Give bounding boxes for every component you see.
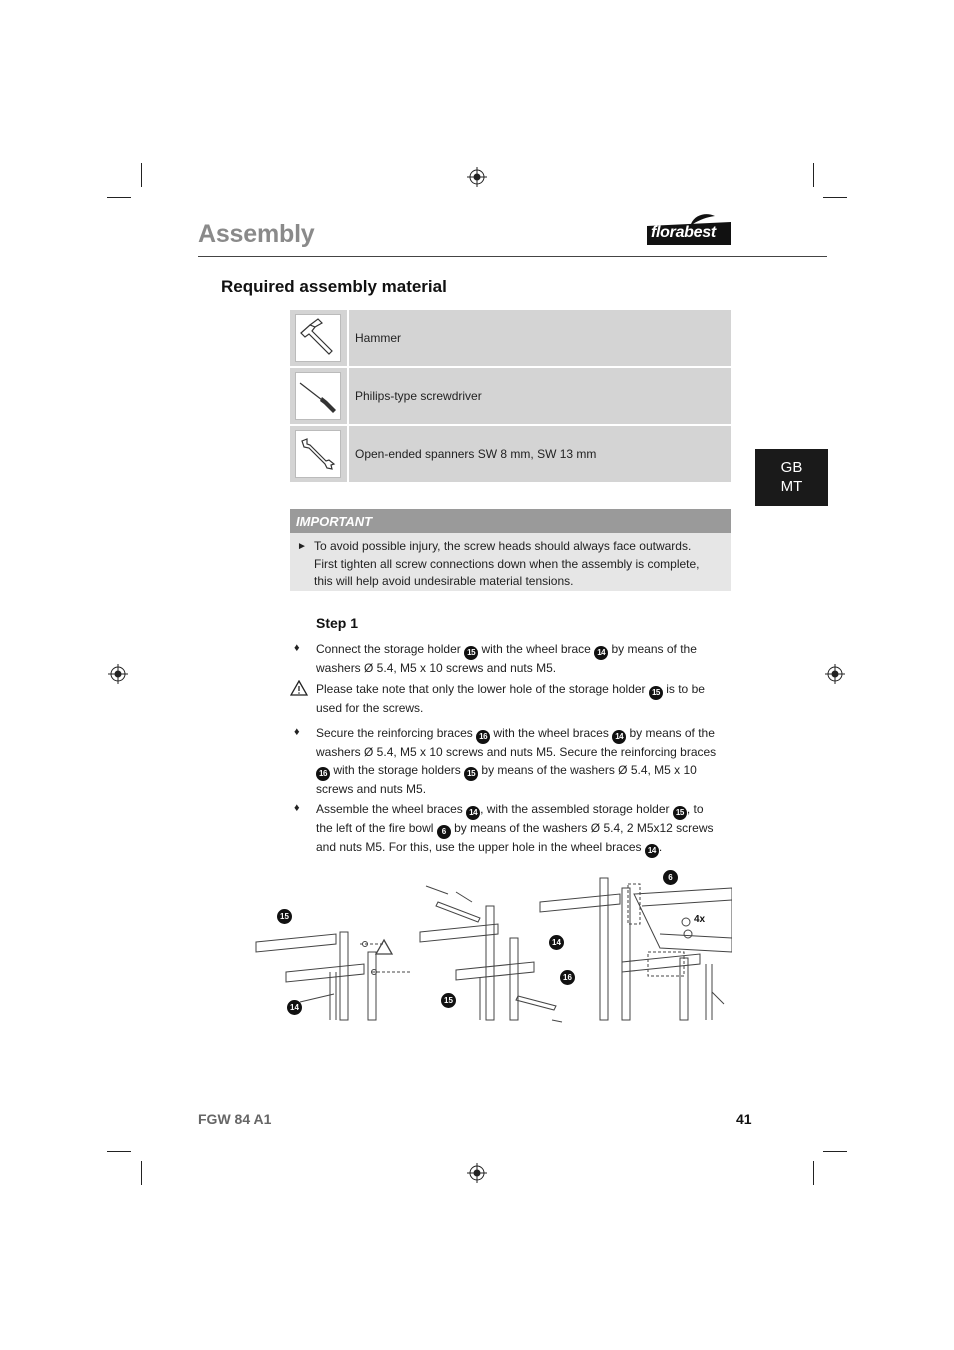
instruction-text: Assemble the wheel braces xyxy=(316,802,467,816)
part-number-badge: 16 xyxy=(476,730,490,744)
part-number-badge: 15 xyxy=(649,686,663,700)
instruction-text: Please take note that only the lower hole of the storage holder xyxy=(316,682,649,696)
row-divider xyxy=(347,310,349,366)
crop-mark xyxy=(813,163,814,187)
crop-mark xyxy=(107,197,131,198)
part-number-badge: 15 xyxy=(673,806,687,820)
instruction-text: with the wheel braces xyxy=(490,726,613,740)
screwdriver-icon xyxy=(295,372,341,420)
crop-mark xyxy=(823,1151,847,1152)
instruction-paragraph xyxy=(316,725,720,798)
header-divider xyxy=(198,256,827,257)
crop-mark xyxy=(141,1161,142,1185)
diamond-bullet-icon: ♦ xyxy=(294,802,300,814)
material-label: Hammer xyxy=(355,331,402,345)
page-title: Assembly xyxy=(198,220,315,248)
part-label: 14 xyxy=(287,1000,302,1015)
brand-logo-text: florabest xyxy=(651,224,716,241)
step-title: Step 1 xyxy=(316,615,359,631)
registration-mark-icon xyxy=(467,167,487,187)
instruction-text: with the storage holders xyxy=(330,762,465,777)
diamond-bullet-icon: ♦ xyxy=(294,726,300,738)
registration-mark-icon xyxy=(108,664,128,684)
instruction-text: , with the assembled storage holder xyxy=(480,802,673,816)
material-row xyxy=(290,310,731,366)
instruction-text: by means of the washers Ø 5.4, M5 x 10 screws and nuts M5. Secure the reinforcing braces xyxy=(316,726,717,759)
assembly-illustration xyxy=(250,868,732,1024)
instruction-text: . xyxy=(658,840,663,854)
important-body xyxy=(290,533,731,591)
row-divider xyxy=(347,426,349,482)
instruction-text: Secure the reinforcing braces xyxy=(316,726,477,740)
instruction-text: Connect the storage holder xyxy=(316,642,465,656)
section-heading: Required assembly material xyxy=(221,277,447,296)
instruction-paragraph xyxy=(316,641,720,678)
part-number-badge: 14 xyxy=(645,844,659,858)
instruction-text: is to be used for the screws. xyxy=(316,682,705,715)
language-code: GB xyxy=(780,459,803,476)
part-label: 14 xyxy=(549,935,564,950)
hammer-icon xyxy=(295,314,341,362)
spanner-icon xyxy=(295,430,341,478)
part-label: 15 xyxy=(441,993,456,1008)
material-label: Open-ended spanners SW 8 mm, SW 13 mm xyxy=(355,447,597,461)
language-code: MT xyxy=(780,478,803,495)
part-label: 6 xyxy=(663,870,678,885)
crop-mark xyxy=(107,1151,131,1152)
crop-mark xyxy=(823,197,847,198)
material-label: Philips-type screwdriver xyxy=(355,389,482,403)
row-divider xyxy=(347,368,349,424)
registration-mark-icon xyxy=(825,664,845,684)
part-number-badge: 14 xyxy=(466,806,480,820)
material-row xyxy=(290,368,731,424)
quantity-label: 4x xyxy=(694,914,706,925)
arrow-bullet-icon: ► xyxy=(297,541,307,552)
part-number-badge: 14 xyxy=(594,646,608,660)
important-notice xyxy=(290,509,731,591)
instruction-text: by means of the washers Ø 5.4, 2 M5x12 screws and nuts M5. For this, use the upper hole in the wheel braces xyxy=(316,821,714,854)
language-tab xyxy=(755,449,828,506)
part-number-badge: 15 xyxy=(464,646,478,660)
warning-icon xyxy=(290,680,308,696)
model-number: FGW 84 A1 xyxy=(198,1111,272,1127)
part-number-badge: 16 xyxy=(316,767,330,781)
part-label: 16 xyxy=(560,970,575,985)
instruction-text: by means of the washers Ø 5.4, M5 x 10 screws and nuts M5. xyxy=(316,642,697,675)
brand-logo xyxy=(645,212,733,248)
material-table xyxy=(290,310,731,484)
instruction-text: with the wheel brace xyxy=(478,642,595,656)
part-label: 15 xyxy=(277,909,292,924)
instruction-text: by means of the washers Ø 5.4, M5 x 10 screws and nuts M5. xyxy=(316,762,697,796)
material-row xyxy=(290,426,731,482)
important-heading: IMPORTANT xyxy=(290,509,731,533)
crop-mark xyxy=(813,1161,814,1185)
important-text: To avoid possible injury, the screw heads should always face outwards. First tighten all screw connections down when the assembly is complete, this will help avoid undesirable material tensions. xyxy=(314,539,700,588)
part-number-badge: 6 xyxy=(437,825,451,839)
page-number: 41 xyxy=(736,1111,752,1127)
diamond-bullet-icon: ♦ xyxy=(294,642,300,654)
crop-mark xyxy=(141,163,142,187)
instruction-paragraph xyxy=(316,801,720,858)
part-number-badge: 15 xyxy=(464,767,478,781)
assembly-drawing xyxy=(250,868,732,1024)
warning-paragraph xyxy=(316,681,720,718)
part-number-badge: 14 xyxy=(612,730,626,744)
registration-mark-icon xyxy=(467,1163,487,1183)
instruction-text: , to the left of the fire bowl xyxy=(316,802,704,835)
